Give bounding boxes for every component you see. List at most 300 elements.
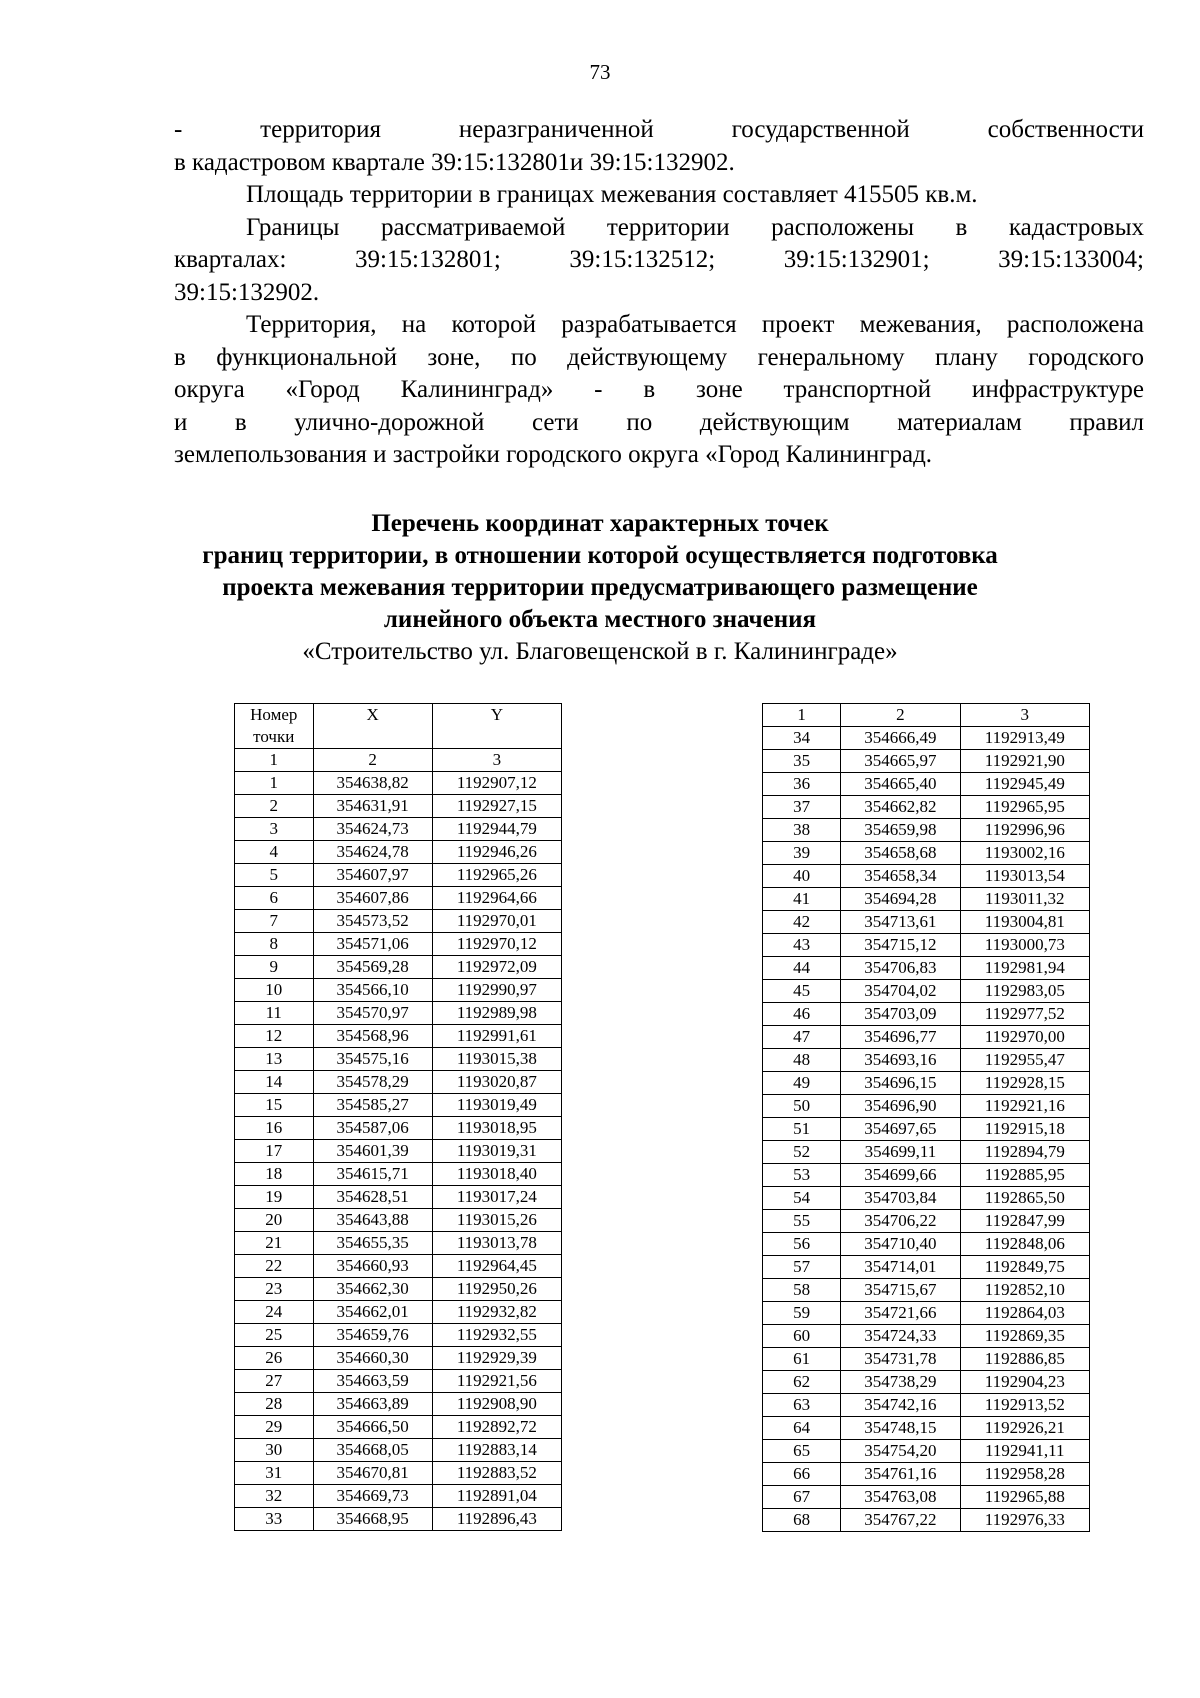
table-row <box>235 979 562 1002</box>
table-row <box>763 957 1090 980</box>
paragraph-line: - территория неразграниченной государственной собственности <box>174 116 1144 143</box>
numbering-cell: 2 <box>313 749 432 772</box>
x-coordinate-cell: 354703,09 <box>841 1003 960 1026</box>
x-coordinate-cell: 354585,27 <box>313 1094 432 1117</box>
x-coordinate-cell: 354628,51 <box>313 1186 432 1209</box>
table-row <box>763 888 1090 911</box>
x-coordinate-cell: 354655,35 <box>313 1232 432 1255</box>
point-number-cell: 34 <box>763 727 841 750</box>
y-coordinate-cell: 1192983,05 <box>960 980 1089 1003</box>
paragraph-line: землепользования и застройки городского округа «Город Калининград. <box>174 441 933 468</box>
x-coordinate-cell: 354706,83 <box>841 957 960 980</box>
y-coordinate-cell: 1192970,12 <box>432 933 561 956</box>
y-coordinate-cell: 1192926,21 <box>960 1417 1089 1440</box>
x-coordinate-cell: 354710,40 <box>841 1233 960 1256</box>
table-body <box>763 727 1090 1532</box>
title-subtitle: «Строительство ул. Благовещенской в г. Калининграде» <box>302 638 898 665</box>
table-row <box>763 1141 1090 1164</box>
y-coordinate-cell: 1192976,33 <box>960 1509 1089 1532</box>
paragraph-line: в кадастровом квартале 39:15:132801и 39:15:132902. <box>174 148 735 176</box>
y-coordinate-cell: 1192849,75 <box>960 1256 1089 1279</box>
point-number-cell: 24 <box>235 1301 314 1324</box>
x-coordinate-cell: 354624,78 <box>313 841 432 864</box>
point-number-cell: 47 <box>763 1026 841 1049</box>
y-coordinate-cell: 1192921,16 <box>960 1095 1089 1118</box>
y-coordinate-cell: 1192921,90 <box>960 750 1089 773</box>
table-row <box>235 1508 562 1531</box>
point-number-cell: 63 <box>763 1394 841 1417</box>
y-coordinate-cell: 1192945,49 <box>960 773 1089 796</box>
y-coordinate-cell: 1193015,26 <box>432 1209 561 1232</box>
x-coordinate-cell: 354754,20 <box>841 1440 960 1463</box>
table-row <box>235 1140 562 1163</box>
x-coordinate-cell: 354660,93 <box>313 1255 432 1278</box>
y-coordinate-cell: 1192990,97 <box>432 979 561 1002</box>
table-row <box>235 795 562 818</box>
y-coordinate-cell: 1192913,52 <box>960 1394 1089 1417</box>
y-coordinate-cell: 1193004,81 <box>960 911 1089 934</box>
x-coordinate-cell: 354665,97 <box>841 750 960 773</box>
table-row <box>763 1118 1090 1141</box>
table-row <box>763 842 1090 865</box>
y-coordinate-cell: 1192908,90 <box>432 1393 561 1416</box>
x-coordinate-cell: 354748,15 <box>841 1417 960 1440</box>
table-row <box>763 1463 1090 1486</box>
y-coordinate-cell: 1192944,79 <box>432 818 561 841</box>
point-number-cell: 64 <box>763 1417 841 1440</box>
x-coordinate-cell: 354694,28 <box>841 888 960 911</box>
point-number-cell: 50 <box>763 1095 841 1118</box>
x-coordinate-cell: 354699,66 <box>841 1164 960 1187</box>
table-row <box>235 864 562 887</box>
y-coordinate-cell: 1192955,47 <box>960 1049 1089 1072</box>
y-coordinate-cell: 1192886,85 <box>960 1348 1089 1371</box>
numbering-cell: 3 <box>432 749 561 772</box>
x-coordinate-cell: 354587,06 <box>313 1117 432 1140</box>
table-row <box>763 1164 1090 1187</box>
point-number-cell: 26 <box>235 1347 314 1370</box>
table-row <box>763 1302 1090 1325</box>
x-coordinate-cell: 354715,12 <box>841 934 960 957</box>
point-number-cell: 44 <box>763 957 841 980</box>
point-number-cell: 66 <box>763 1463 841 1486</box>
point-number-cell: 65 <box>763 1440 841 1463</box>
y-coordinate-cell: 1192915,18 <box>960 1118 1089 1141</box>
coordinates-table-left <box>234 703 562 1531</box>
x-coordinate-cell: 354571,06 <box>313 933 432 956</box>
table-row <box>235 1416 562 1439</box>
title-line: линейного объекта местного значения <box>383 606 817 633</box>
table-row <box>763 1049 1090 1072</box>
x-coordinate-cell: 354704,02 <box>841 980 960 1003</box>
x-coordinate-cell: 354713,61 <box>841 911 960 934</box>
y-coordinate-cell: 1192921,56 <box>432 1370 561 1393</box>
numbering-cell: 2 <box>841 704 960 727</box>
x-coordinate-cell: 354663,59 <box>313 1370 432 1393</box>
x-coordinate-cell: 354615,71 <box>313 1163 432 1186</box>
table-numbering-row <box>763 704 1090 727</box>
y-coordinate-cell: 1192996,96 <box>960 819 1089 842</box>
point-number-cell: 46 <box>763 1003 841 1026</box>
x-coordinate-cell: 354662,01 <box>313 1301 432 1324</box>
table-row <box>763 796 1090 819</box>
table-row <box>763 1187 1090 1210</box>
table-numbering-row <box>235 749 562 772</box>
header-y: Y <box>432 704 561 749</box>
point-number-cell: 11 <box>235 1002 314 1025</box>
table-row <box>235 1393 562 1416</box>
y-coordinate-cell: 1193019,31 <box>432 1140 561 1163</box>
point-number-cell: 6 <box>235 887 314 910</box>
numbering-cell: 3 <box>960 704 1089 727</box>
point-number-cell: 18 <box>235 1163 314 1186</box>
y-coordinate-cell: 1192958,28 <box>960 1463 1089 1486</box>
x-coordinate-cell: 354669,73 <box>313 1485 432 1508</box>
y-coordinate-cell: 1192932,55 <box>432 1324 561 1347</box>
table-row <box>763 1256 1090 1279</box>
table-body <box>235 772 562 1531</box>
table-row <box>235 1025 562 1048</box>
x-coordinate-cell: 354570,97 <box>313 1002 432 1025</box>
table-row <box>235 1048 562 1071</box>
x-coordinate-cell: 354660,30 <box>313 1347 432 1370</box>
point-number-cell: 59 <box>763 1302 841 1325</box>
y-coordinate-cell: 1192869,35 <box>960 1325 1089 1348</box>
table-row <box>235 1002 562 1025</box>
x-coordinate-cell: 354575,16 <box>313 1048 432 1071</box>
point-number-cell: 67 <box>763 1486 841 1509</box>
y-coordinate-cell: 1192946,26 <box>432 841 561 864</box>
table-row <box>763 1210 1090 1233</box>
y-coordinate-cell: 1192970,01 <box>432 910 561 933</box>
x-coordinate-cell: 354714,01 <box>841 1256 960 1279</box>
x-coordinate-cell: 354665,40 <box>841 773 960 796</box>
table-row <box>235 841 562 864</box>
y-coordinate-cell: 1192970,00 <box>960 1026 1089 1049</box>
y-coordinate-cell: 1193019,49 <box>432 1094 561 1117</box>
x-coordinate-cell: 354666,50 <box>313 1416 432 1439</box>
header-x: X <box>313 704 432 749</box>
table-row <box>235 1439 562 1462</box>
x-coordinate-cell: 354659,76 <box>313 1324 432 1347</box>
table-row <box>235 1163 562 1186</box>
y-coordinate-cell: 1193002,16 <box>960 842 1089 865</box>
point-number-cell: 21 <box>235 1232 314 1255</box>
table-row <box>235 818 562 841</box>
point-number-cell: 28 <box>235 1393 314 1416</box>
x-coordinate-cell: 354607,86 <box>313 887 432 910</box>
y-coordinate-cell: 1192913,49 <box>960 727 1089 750</box>
numbering-cell: 1 <box>235 749 314 772</box>
y-coordinate-cell: 1192941,11 <box>960 1440 1089 1463</box>
x-coordinate-cell: 354659,98 <box>841 819 960 842</box>
table-row <box>235 1324 562 1347</box>
body-text <box>174 114 1144 472</box>
point-number-cell: 48 <box>763 1049 841 1072</box>
x-coordinate-cell: 354696,77 <box>841 1026 960 1049</box>
paragraph-line: в функциональной зоне, по действующему генеральному плану городского <box>174 343 1144 371</box>
x-coordinate-cell: 354668,05 <box>313 1439 432 1462</box>
point-number-cell: 15 <box>235 1094 314 1117</box>
table-row <box>235 1347 562 1370</box>
point-number-cell: 45 <box>763 980 841 1003</box>
table-row <box>235 1232 562 1255</box>
point-number-cell: 62 <box>763 1371 841 1394</box>
y-coordinate-cell: 1193018,95 <box>432 1117 561 1140</box>
table-row <box>763 865 1090 888</box>
point-number-cell: 41 <box>763 888 841 911</box>
x-coordinate-cell: 354638,82 <box>313 772 432 795</box>
x-coordinate-cell: 354696,15 <box>841 1072 960 1095</box>
point-number-cell: 43 <box>763 934 841 957</box>
point-number-cell: 49 <box>763 1072 841 1095</box>
point-number-cell: 17 <box>235 1140 314 1163</box>
point-number-cell: 20 <box>235 1209 314 1232</box>
x-coordinate-cell: 354715,67 <box>841 1279 960 1302</box>
table-row <box>763 1095 1090 1118</box>
point-number-cell: 54 <box>763 1187 841 1210</box>
table-row <box>763 773 1090 796</box>
y-coordinate-cell: 1192964,45 <box>432 1255 561 1278</box>
coordinates-table-right <box>762 703 1090 1532</box>
point-number-cell: 58 <box>763 1279 841 1302</box>
table-row <box>235 1117 562 1140</box>
x-coordinate-cell: 354624,73 <box>313 818 432 841</box>
point-number-cell: 13 <box>235 1048 314 1071</box>
x-coordinate-cell: 354763,08 <box>841 1486 960 1509</box>
table-row <box>763 1440 1090 1463</box>
table-row <box>763 1026 1090 1049</box>
table-row <box>235 1485 562 1508</box>
y-coordinate-cell: 1192904,23 <box>960 1371 1089 1394</box>
point-number-cell: 16 <box>235 1117 314 1140</box>
paragraph-line: и в улично-дорожной сети по действующим материалам правил <box>174 408 1144 436</box>
x-coordinate-cell: 354607,97 <box>313 864 432 887</box>
point-number-cell: 9 <box>235 956 314 979</box>
y-coordinate-cell: 1192932,82 <box>432 1301 561 1324</box>
y-coordinate-cell: 1192885,95 <box>960 1164 1089 1187</box>
x-coordinate-cell: 354631,91 <box>313 795 432 818</box>
point-number-cell: 31 <box>235 1462 314 1485</box>
y-coordinate-cell: 1193015,38 <box>432 1048 561 1071</box>
point-number-cell: 30 <box>235 1439 314 1462</box>
table-row <box>763 1072 1090 1095</box>
y-coordinate-cell: 1192864,03 <box>960 1302 1089 1325</box>
paragraph-line: кварталах: 39:15:132801; 39:15:132512; 39:15:132901; 39:15:133004; <box>174 246 1144 273</box>
y-coordinate-cell: 1193013,78 <box>432 1232 561 1255</box>
y-coordinate-cell: 1193013,54 <box>960 865 1089 888</box>
table-title <box>0 508 1200 668</box>
y-coordinate-cell: 1192927,15 <box>432 795 561 818</box>
point-number-cell: 57 <box>763 1256 841 1279</box>
y-coordinate-cell: 1192964,66 <box>432 887 561 910</box>
y-coordinate-cell: 1192929,39 <box>432 1347 561 1370</box>
table-row <box>235 1071 562 1094</box>
table-row <box>235 1370 562 1393</box>
table-row <box>763 911 1090 934</box>
x-coordinate-cell: 354566,10 <box>313 979 432 1002</box>
point-number-cell: 51 <box>763 1118 841 1141</box>
y-coordinate-cell: 1193020,87 <box>432 1071 561 1094</box>
table-row <box>235 1462 562 1485</box>
point-number-cell: 25 <box>235 1324 314 1347</box>
x-coordinate-cell: 354693,16 <box>841 1049 960 1072</box>
title-line: проекта межевания территории предусматривающего размещение <box>222 574 978 601</box>
point-number-cell: 68 <box>763 1509 841 1532</box>
x-coordinate-cell: 354761,16 <box>841 1463 960 1486</box>
table-row <box>235 1094 562 1117</box>
x-coordinate-cell: 354696,90 <box>841 1095 960 1118</box>
point-number-cell: 10 <box>235 979 314 1002</box>
title-line: границ территории, в отношении которой осуществляется подготовка <box>202 542 998 569</box>
y-coordinate-cell: 1193018,40 <box>432 1163 561 1186</box>
point-number-cell: 35 <box>763 750 841 773</box>
point-number-cell: 14 <box>235 1071 314 1094</box>
table-row <box>235 1186 562 1209</box>
y-coordinate-cell: 1192965,88 <box>960 1486 1089 1509</box>
table-row <box>763 1509 1090 1532</box>
y-coordinate-cell: 1192977,52 <box>960 1003 1089 1026</box>
table-row <box>235 1278 562 1301</box>
y-coordinate-cell: 1193011,32 <box>960 888 1089 911</box>
y-coordinate-cell: 1192883,52 <box>432 1462 561 1485</box>
point-number-cell: 33 <box>235 1508 314 1531</box>
x-coordinate-cell: 354668,95 <box>313 1508 432 1531</box>
numbering-cell: 1 <box>763 704 841 727</box>
x-coordinate-cell: 354569,28 <box>313 956 432 979</box>
header-point-number: Номер точки <box>235 704 314 749</box>
point-number-cell: 22 <box>235 1255 314 1278</box>
y-coordinate-cell: 1192852,10 <box>960 1279 1089 1302</box>
point-number-cell: 61 <box>763 1348 841 1371</box>
y-coordinate-cell: 1192928,15 <box>960 1072 1089 1095</box>
point-number-cell: 42 <box>763 911 841 934</box>
x-coordinate-cell: 354568,96 <box>313 1025 432 1048</box>
point-number-cell: 56 <box>763 1233 841 1256</box>
point-number-cell: 4 <box>235 841 314 864</box>
table-row <box>235 1255 562 1278</box>
x-coordinate-cell: 354663,89 <box>313 1393 432 1416</box>
y-coordinate-cell: 1192883,14 <box>432 1439 561 1462</box>
x-coordinate-cell: 354658,68 <box>841 842 960 865</box>
point-number-cell: 1 <box>235 772 314 795</box>
paragraph-line: Территория, на которой разрабатывается проект межевания, расположена <box>246 311 1144 338</box>
paragraph-line: Площадь территории в границах межевания составляет 415505 кв.м. <box>246 181 978 208</box>
point-number-cell: 32 <box>235 1485 314 1508</box>
x-coordinate-cell: 354573,52 <box>313 910 432 933</box>
table-row <box>235 956 562 979</box>
point-number-cell: 60 <box>763 1325 841 1348</box>
point-number-cell: 29 <box>235 1416 314 1439</box>
table-row <box>763 1279 1090 1302</box>
y-coordinate-cell: 1192991,61 <box>432 1025 561 1048</box>
point-number-cell: 3 <box>235 818 314 841</box>
table-row <box>235 1209 562 1232</box>
x-coordinate-cell: 354699,11 <box>841 1141 960 1164</box>
y-coordinate-cell: 1192907,12 <box>432 772 561 795</box>
point-number-cell: 27 <box>235 1370 314 1393</box>
y-coordinate-cell: 1192950,26 <box>432 1278 561 1301</box>
x-coordinate-cell: 354731,78 <box>841 1348 960 1371</box>
x-coordinate-cell: 354601,39 <box>313 1140 432 1163</box>
y-coordinate-cell: 1192896,43 <box>432 1508 561 1531</box>
table-row <box>763 1003 1090 1026</box>
point-number-cell: 39 <box>763 842 841 865</box>
table-row <box>235 772 562 795</box>
point-number-cell: 7 <box>235 910 314 933</box>
y-coordinate-cell: 1193000,73 <box>960 934 1089 957</box>
point-number-cell: 38 <box>763 819 841 842</box>
point-number-cell: 52 <box>763 1141 841 1164</box>
y-coordinate-cell: 1192981,94 <box>960 957 1089 980</box>
x-coordinate-cell: 354662,30 <box>313 1278 432 1301</box>
x-coordinate-cell: 354697,65 <box>841 1118 960 1141</box>
x-coordinate-cell: 354721,66 <box>841 1302 960 1325</box>
y-coordinate-cell: 1192989,98 <box>432 1002 561 1025</box>
y-coordinate-cell: 1192891,04 <box>432 1485 561 1508</box>
table-row <box>763 1325 1090 1348</box>
y-coordinate-cell: 1192847,99 <box>960 1210 1089 1233</box>
x-coordinate-cell: 354670,81 <box>313 1462 432 1485</box>
x-coordinate-cell: 354666,49 <box>841 727 960 750</box>
table-row <box>763 1348 1090 1371</box>
point-number-cell: 36 <box>763 773 841 796</box>
point-number-cell: 55 <box>763 1210 841 1233</box>
table-row <box>763 1394 1090 1417</box>
x-coordinate-cell: 354767,22 <box>841 1509 960 1532</box>
table-header-row <box>235 704 562 749</box>
x-coordinate-cell: 354706,22 <box>841 1210 960 1233</box>
table-row <box>763 1371 1090 1394</box>
table-row <box>763 727 1090 750</box>
point-number-cell: 23 <box>235 1278 314 1301</box>
point-number-cell: 40 <box>763 865 841 888</box>
x-coordinate-cell: 354738,29 <box>841 1371 960 1394</box>
x-coordinate-cell: 354578,29 <box>313 1071 432 1094</box>
title-line: Перечень координат характерных точек <box>371 510 829 537</box>
y-coordinate-cell: 1192892,72 <box>432 1416 561 1439</box>
x-coordinate-cell: 354703,84 <box>841 1187 960 1210</box>
table-row <box>763 980 1090 1003</box>
x-coordinate-cell: 354658,34 <box>841 865 960 888</box>
paragraph-line: Границы рассматриваемой территории расположены в кадастровых <box>246 213 1144 241</box>
table-row <box>235 933 562 956</box>
y-coordinate-cell: 1192965,95 <box>960 796 1089 819</box>
table-row <box>763 1417 1090 1440</box>
x-coordinate-cell: 354742,16 <box>841 1394 960 1417</box>
x-coordinate-cell: 354643,88 <box>313 1209 432 1232</box>
table-row <box>763 1233 1090 1256</box>
paragraph-line: 39:15:132902. <box>174 278 320 306</box>
table-row <box>235 1301 562 1324</box>
y-coordinate-cell: 1192848,06 <box>960 1233 1089 1256</box>
table-row <box>763 1486 1090 1509</box>
x-coordinate-cell: 354662,82 <box>841 796 960 819</box>
y-coordinate-cell: 1192965,26 <box>432 864 561 887</box>
table-row <box>763 750 1090 773</box>
point-number-cell: 53 <box>763 1164 841 1187</box>
point-number-cell: 5 <box>235 864 314 887</box>
table-row <box>235 887 562 910</box>
table-row <box>235 910 562 933</box>
point-number-cell: 19 <box>235 1186 314 1209</box>
x-coordinate-cell: 354724,33 <box>841 1325 960 1348</box>
paragraph-line: округа «Город Калининград» - в зоне транспортной инфраструктуре <box>174 376 1144 403</box>
point-number-cell: 8 <box>235 933 314 956</box>
y-coordinate-cell: 1192894,79 <box>960 1141 1089 1164</box>
table-row <box>763 819 1090 842</box>
point-number-cell: 2 <box>235 795 314 818</box>
